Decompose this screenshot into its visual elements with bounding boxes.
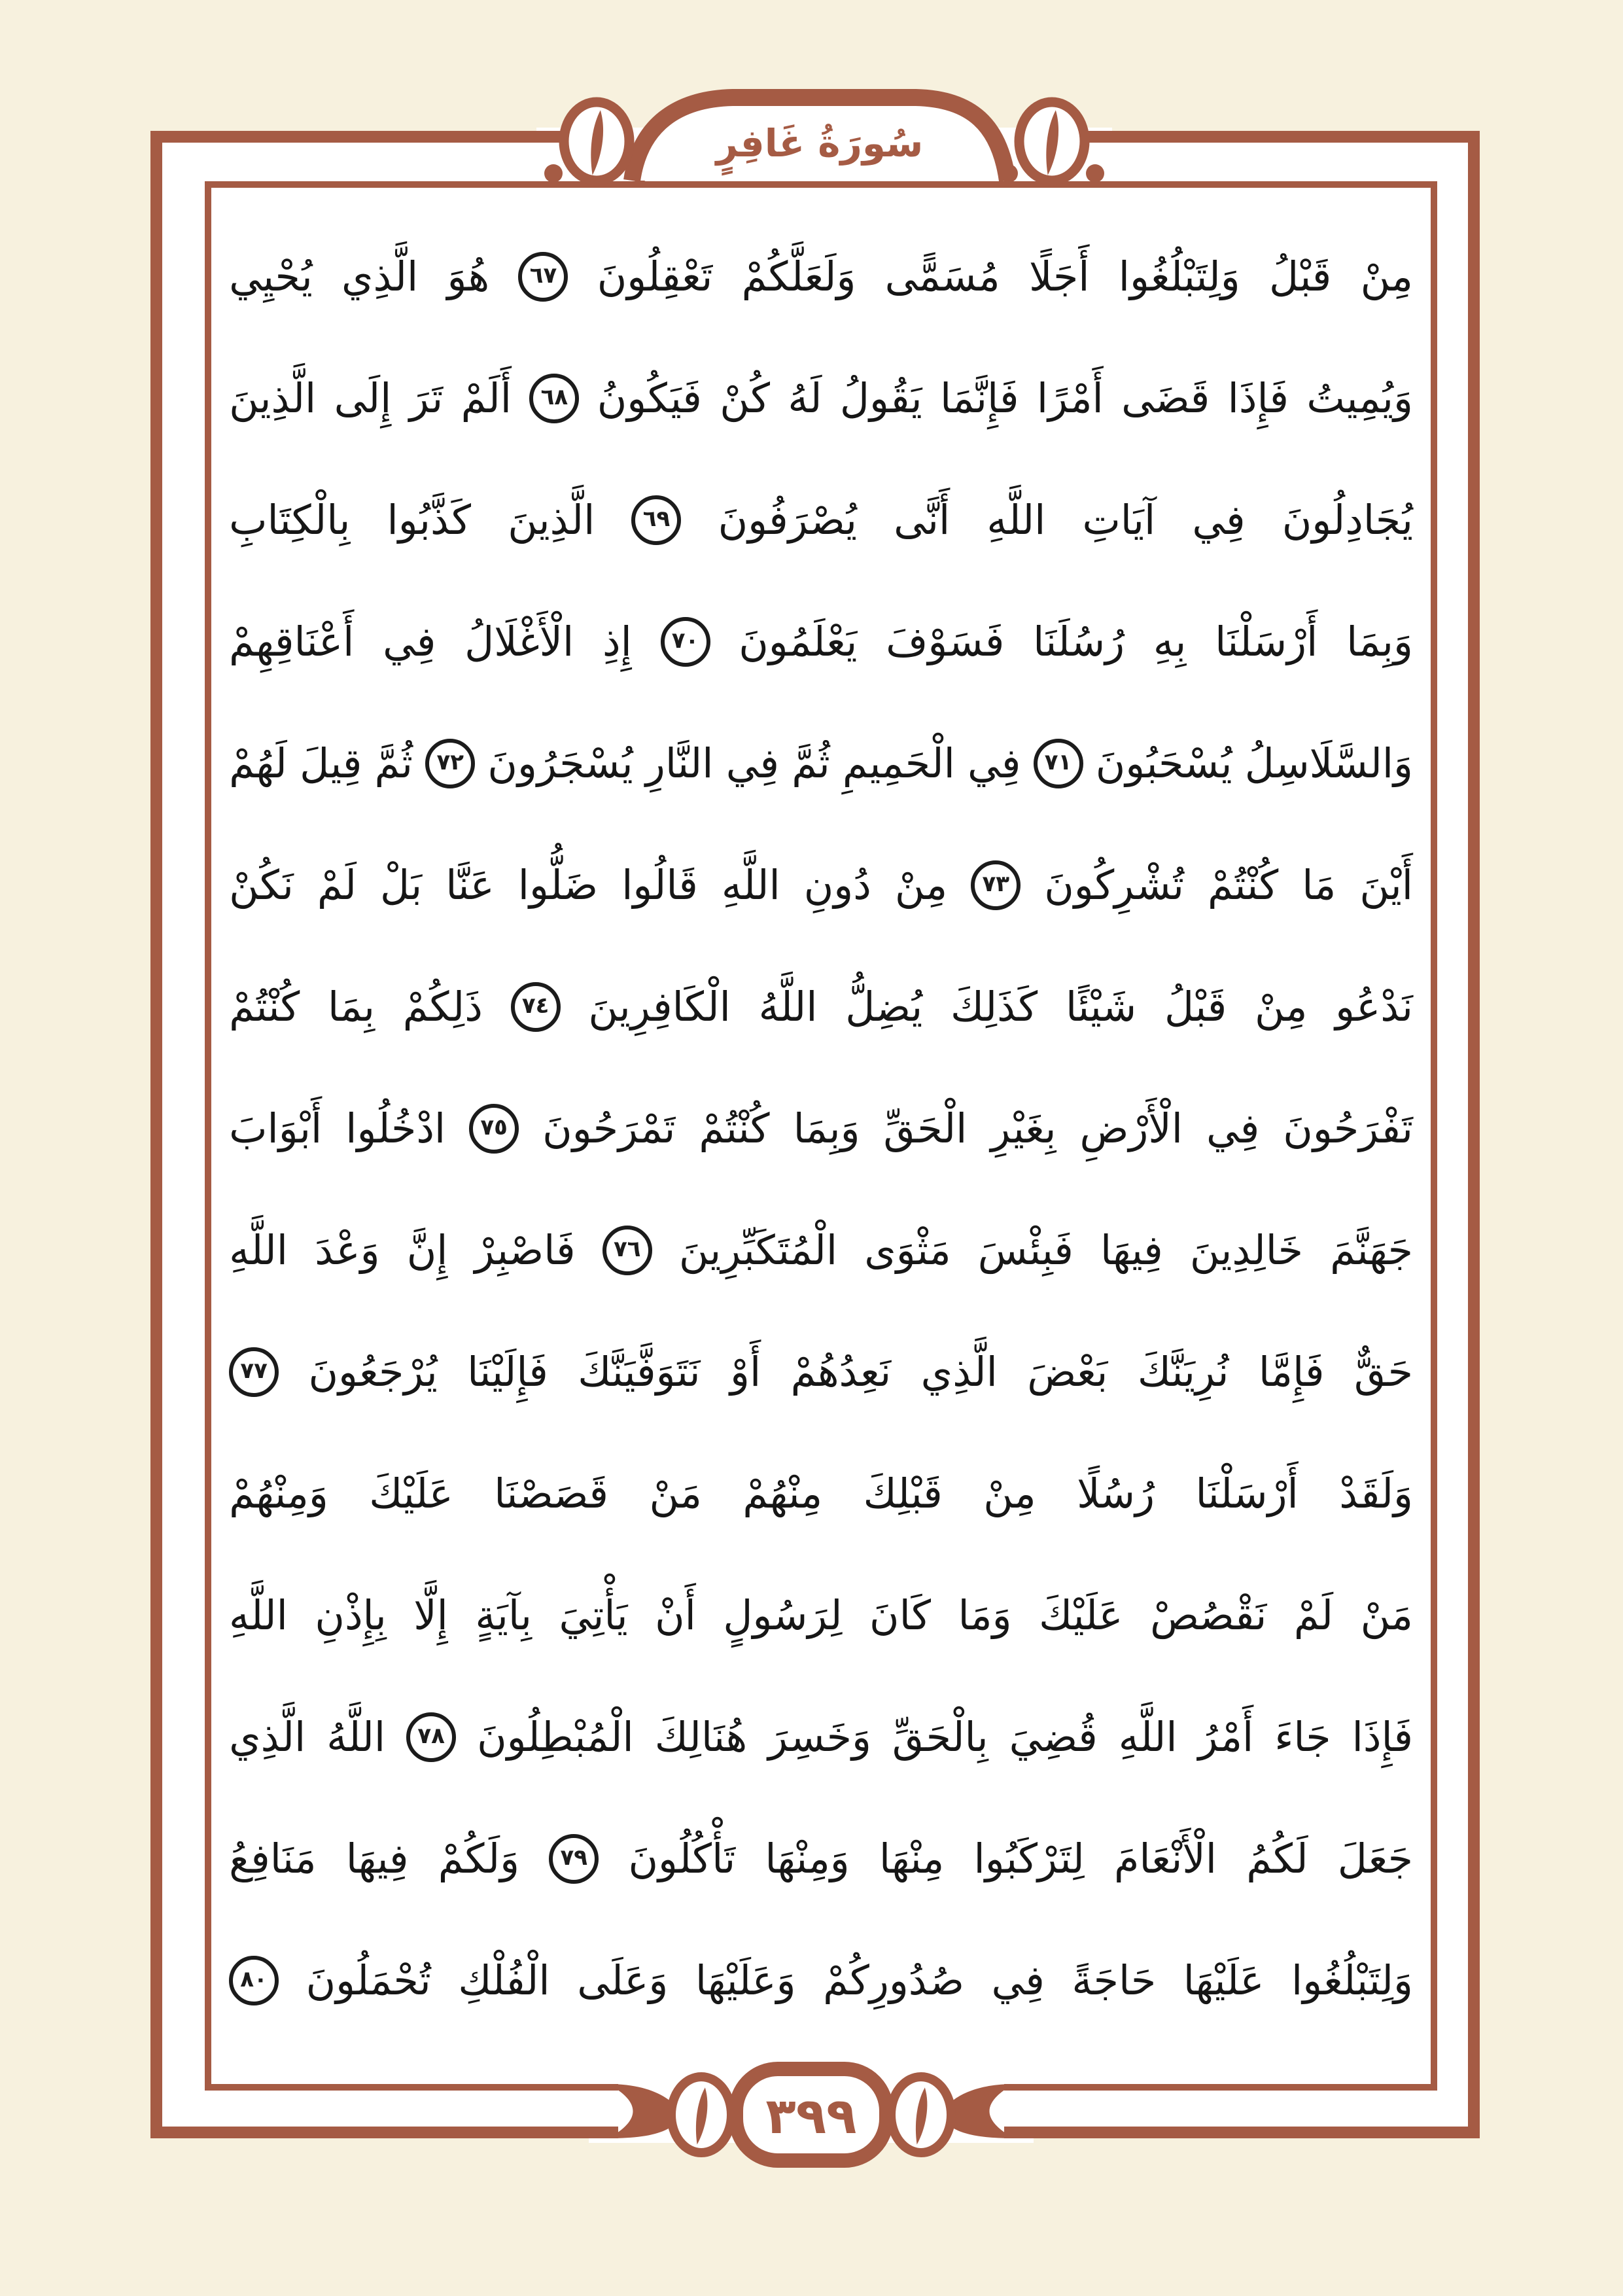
quran-word: اللَّهُ <box>326 1713 386 1761</box>
quran-word: مُسَمًّى <box>884 253 1000 300</box>
quran-text-block <box>229 216 1413 2041</box>
quran-word: حَقٌّ <box>1353 1348 1413 1396</box>
quran-line <box>229 581 1413 703</box>
ayah-number: ٧٩ <box>560 1845 588 1871</box>
quran-word: تَمْرَحُونَ <box>542 1104 676 1152</box>
quran-line <box>229 459 1413 581</box>
quran-word: اللَّهِ <box>229 1591 288 1639</box>
quran-word: فِيهَا <box>345 1835 409 1882</box>
page-number-ornament <box>589 2055 1034 2195</box>
ayah-number: ٧٣ <box>982 871 1009 897</box>
quran-word: مَا <box>1302 861 1336 909</box>
quran-word: عَلَيْكَ <box>369 1470 453 1517</box>
quran-word: الْأَرْضِ <box>1079 1104 1183 1152</box>
quran-word: نَدْعُو <box>1335 983 1413 1031</box>
quran-word: فَيَكُونُ <box>597 374 702 422</box>
quran-word: أَبْوَابَ <box>229 1104 323 1152</box>
ayah-end-circle <box>529 374 579 423</box>
quran-word: فِي <box>725 739 780 787</box>
quran-word: عَلَيْكَ <box>1039 1591 1123 1639</box>
ayah-end-circle <box>406 1712 456 1762</box>
ayah-end-circle <box>661 617 710 667</box>
ayah-number: ٨٠ <box>240 1966 268 1992</box>
quran-word: قَبْلِكَ <box>863 1470 943 1517</box>
quran-word: لَمْ <box>317 861 357 909</box>
quran-word: اللَّهِ <box>721 861 780 909</box>
ayah-end-circle <box>602 1226 652 1275</box>
quran-word: مَنَافِعُ <box>229 1835 317 1882</box>
quran-word: الْفُلْكِ <box>458 1956 550 2004</box>
surah-title: سُورَةُ غَافِرٍ <box>716 121 924 166</box>
surah-header-ornament <box>536 75 1112 193</box>
ayah-number: ٧٤ <box>521 993 550 1019</box>
ayah-end-circle <box>1034 739 1083 788</box>
quran-word: وَلِتَبْلُغُوا <box>1118 253 1240 300</box>
quran-word: وَبِمَا <box>793 1104 860 1152</box>
quran-word: عَنَّا <box>445 861 495 909</box>
quran-word: الْحَقِّ <box>883 1104 968 1152</box>
quran-word: يَقُولُ <box>839 374 922 422</box>
quran-word: صُدُورِكُمْ <box>823 1956 964 2004</box>
quran-word: يَأْتِيَ <box>559 1591 628 1639</box>
quran-word: تُشْرِكُونَ <box>1044 861 1185 909</box>
quran-word: وَيُمِيتُ <box>1306 374 1413 422</box>
quran-word: أَعْنَاقِهِمْ <box>229 618 355 665</box>
quran-word: أَرْسَلْنَا <box>1195 1470 1299 1517</box>
quran-word: فَسَوْفَ <box>886 618 1005 665</box>
header-bump-icon <box>544 164 563 183</box>
quran-word: أَجَلًا <box>1028 253 1090 300</box>
quran-word: ذَلِكُمْ <box>402 983 483 1031</box>
quran-word: بِهِ <box>1153 618 1187 665</box>
quran-word: ثُمَّ <box>792 739 830 787</box>
quran-word: إِلَّا <box>413 1591 448 1639</box>
quran-word: يُحْيِي <box>229 253 313 300</box>
quran-word: أَنَّى <box>894 496 951 544</box>
quran-word: الْأَغْلَالُ <box>464 618 574 665</box>
quran-word: وَمِنْهَا <box>765 1835 850 1882</box>
quran-word: مِنْ <box>894 861 948 909</box>
quran-word: الَّذِي <box>229 1713 306 1761</box>
ayah-end-circle <box>549 1834 599 1884</box>
quran-word: وَعَلَيْهَا <box>695 1956 796 2004</box>
ayah-number: ٧٠ <box>671 627 699 654</box>
quran-line <box>229 703 1413 824</box>
ayah-number: ٧٢ <box>436 749 464 775</box>
quran-word: قِيلَ <box>300 739 362 787</box>
quran-word: قُضِيَ <box>1009 1713 1098 1761</box>
quran-word: لَهُمْ <box>229 739 287 787</box>
quran-word: فِي <box>1206 1104 1260 1152</box>
quran-word: تَفْرَحُونَ <box>1283 1104 1413 1152</box>
quran-word: إِلَى <box>334 374 392 422</box>
quran-word: وَالسَّلَاسِلُ <box>1244 739 1413 787</box>
ayah-end-circle <box>518 252 568 302</box>
quran-word: تَعْقِلُونَ <box>597 253 713 300</box>
ayah-number: ٧٥ <box>480 1114 508 1140</box>
quran-word: لَهُ <box>788 374 822 422</box>
quran-word: مِنْ <box>983 1470 1036 1517</box>
ayah-end-circle <box>469 1104 519 1154</box>
quran-word: كَذَّبُوا <box>387 496 472 544</box>
quran-word: مِنْهَا <box>879 1835 945 1882</box>
quran-word: نُرِيَنَّكَ <box>1137 1348 1229 1396</box>
quran-word: مِنْ <box>1360 253 1413 300</box>
ayah-end-circle <box>229 1956 279 2005</box>
quran-line <box>229 1433 1413 1555</box>
quran-word: كَذَلِكَ <box>950 983 1038 1031</box>
quran-word: الْمُبْطِلُونَ <box>477 1713 634 1761</box>
quran-word: الْأَنْعَامَ <box>1113 1835 1217 1882</box>
ayah-number: ٧٨ <box>417 1723 445 1749</box>
quran-word: فَإِلَيْنَا <box>467 1348 548 1396</box>
quran-word: وَخَسِرَ <box>768 1713 871 1761</box>
quran-word: لَمْ <box>1293 1591 1334 1639</box>
quran-word: إِذِ <box>602 618 632 665</box>
quran-word: شَيْئًا <box>1065 983 1137 1031</box>
quran-word: حَاجَةً <box>1072 1956 1157 2004</box>
quran-word: هُنَالِكَ <box>654 1713 748 1761</box>
quran-line <box>229 338 1413 459</box>
ayah-number: ٧١ <box>1044 749 1072 775</box>
quran-word: بَلْ <box>379 861 423 909</box>
quran-word: تَأْكُلُونَ <box>628 1835 736 1882</box>
quran-line <box>229 216 1413 338</box>
quran-word: إِنَّ <box>406 1226 448 1274</box>
ayah-number: ٧٦ <box>613 1236 641 1262</box>
quran-line <box>229 824 1413 946</box>
quran-word: رُسُلًا <box>1077 1470 1155 1517</box>
quran-word: يُضِلُّ <box>845 983 923 1031</box>
quran-word: وَعْدَ <box>315 1226 380 1274</box>
quran-word: أَمْرًا <box>1036 374 1104 422</box>
ayah-end-circle <box>425 739 475 788</box>
quran-word: أَلَمْ <box>461 374 512 422</box>
quran-word: فِي <box>1192 496 1246 544</box>
quran-word: فِيهَا <box>1100 1226 1163 1274</box>
quran-word: بِمَا <box>328 983 375 1031</box>
quran-word: وَعَلَى <box>577 1956 669 2004</box>
quran-word: جَهَنَّمَ <box>1330 1226 1413 1274</box>
quran-word: كُنْ <box>720 374 771 422</box>
quran-word: يُسْجَرُونَ <box>487 739 633 787</box>
quran-word: يُجَادِلُونَ <box>1282 496 1413 544</box>
quran-word: الَّذِينَ <box>229 374 317 422</box>
quran-word: بِالْحَقِّ <box>892 1713 988 1761</box>
quran-word: تُحْمَلُونَ <box>305 1956 431 2004</box>
quran-word: اللَّهِ <box>986 496 1046 544</box>
quran-word: أَرْسَلْنَا <box>1215 618 1318 665</box>
quran-word: فَاصْبِرْ <box>474 1226 576 1274</box>
quran-word: نَتَوَفَّيَنَّكَ <box>578 1348 701 1396</box>
quran-word: وَمِنْهُمْ <box>229 1470 328 1517</box>
quran-line <box>229 946 1413 1068</box>
quran-word: رُسُلَنَا <box>1033 618 1125 665</box>
ayah-number: ٦٩ <box>642 506 671 532</box>
quran-word: نَكُنْ <box>229 861 294 909</box>
quran-word: بِآيَةٍ <box>475 1591 532 1639</box>
quran-word: وَلَكُمْ <box>438 1835 520 1882</box>
quran-word: وَمَا <box>958 1591 1012 1639</box>
quran-word: أَوْ <box>730 1348 761 1396</box>
quran-line <box>229 1798 1413 1920</box>
quran-word: مِنْهُمْ <box>742 1470 823 1517</box>
quran-word: الْكَافِرِينَ <box>588 983 731 1031</box>
quran-word: مِنْ <box>1255 983 1308 1031</box>
quran-word: فَإِذَا <box>1227 374 1289 422</box>
quran-word: الَّذِي <box>341 253 419 300</box>
quran-word: بِإِذْنِ <box>315 1591 387 1639</box>
quran-word: ثُمَّ <box>374 739 413 787</box>
quran-word: مَنْ <box>1360 1591 1413 1639</box>
quran-word: آيَاتِ <box>1082 496 1156 544</box>
quran-word: بِالْكِتَابِ <box>229 496 351 544</box>
quran-line <box>229 1676 1413 1798</box>
quran-word: خَالِدِينَ <box>1189 1226 1304 1274</box>
quran-word: لَكُمُ <box>1246 1835 1308 1882</box>
quran-word: قَصَصْنَا <box>494 1470 609 1517</box>
quran-word: لِتَرْكَبُوا <box>973 1835 1085 1882</box>
quran-word: الَّذِينَ <box>508 496 595 544</box>
quran-word: كَانَ <box>869 1591 931 1639</box>
ayah-number: ٦٧ <box>529 262 557 289</box>
quran-word: ضَلُّوا <box>517 861 599 909</box>
quran-word: فَإِمَّا <box>1258 1348 1325 1396</box>
quran-word: هُوَ <box>447 253 490 300</box>
quran-word: وَلَقَدْ <box>1339 1470 1413 1517</box>
quran-word: يُرْجَعُونَ <box>308 1348 438 1396</box>
quran-word: قَبْلُ <box>1269 253 1332 300</box>
quran-word: قَبْلُ <box>1164 983 1227 1031</box>
quran-word: اللَّهِ <box>229 1226 288 1274</box>
quran-word: الْمُتَكَبِّرِينَ <box>678 1226 838 1274</box>
quran-word: ادْخُلُوا <box>345 1104 446 1152</box>
ayah-end-circle <box>631 495 681 545</box>
quran-word: جَاءَ <box>1274 1713 1331 1761</box>
quran-word: يُصْرَفُونَ <box>718 496 857 544</box>
quran-word: أَمْرُ <box>1198 1713 1254 1761</box>
quran-word: فِي <box>968 739 1021 787</box>
quran-word: عَلَيْهَا <box>1183 1956 1265 2004</box>
quran-word: وَلَعَلَّكُمْ <box>741 253 856 300</box>
header-bump-icon <box>1086 164 1104 183</box>
quran-line <box>229 1920 1413 2041</box>
ayah-number: ٧٧ <box>240 1358 268 1384</box>
quran-word: بَعْضَ <box>1027 1348 1108 1396</box>
quran-word: كُنْتُمْ <box>699 1104 770 1152</box>
quran-word: قَالُوا <box>621 861 698 909</box>
quran-word: فَإِنَّمَا <box>939 374 1019 422</box>
quran-word: مَثْوَى <box>864 1226 951 1274</box>
quran-word: بِغَيْرِ <box>990 1104 1056 1152</box>
quran-word: مَنْ <box>649 1470 702 1517</box>
quran-word: فَإِذَا <box>1352 1713 1413 1761</box>
quran-word: أَيْنَ <box>1359 861 1413 909</box>
quran-word: كُنْتُمْ <box>229 983 300 1031</box>
quran-word: كُنْتُمْ <box>1208 861 1279 909</box>
quran-line <box>229 1555 1413 1676</box>
quran-word: أَنْ <box>655 1591 696 1639</box>
ayah-end-circle <box>229 1347 279 1397</box>
quran-word: جَعَلَ <box>1337 1835 1413 1882</box>
quran-word: فَبِئْسَ <box>977 1226 1073 1274</box>
quran-word: تَرَ <box>409 374 444 422</box>
quran-word: يُسْحَبُونَ <box>1095 739 1232 787</box>
quran-word: اللَّهِ <box>1118 1713 1178 1761</box>
quran-word: اللَّهُ <box>758 983 818 1031</box>
quran-word: النَّارِ <box>645 739 714 787</box>
quran-word: الْحَمِيمِ <box>842 739 955 787</box>
quran-word: الَّذِي <box>920 1348 998 1396</box>
ayah-number: ٦٨ <box>540 384 568 410</box>
quran-word: وَبِمَا <box>1346 618 1413 665</box>
quran-word: يَعْلَمُونَ <box>739 618 858 665</box>
quran-line <box>229 1068 1413 1190</box>
quran-word: نَقْصُصْ <box>1150 1591 1267 1639</box>
quran-line <box>229 1190 1413 1311</box>
quran-word: وَلِتَبْلُغُوا <box>1291 1956 1413 2004</box>
quran-line <box>229 1311 1413 1433</box>
quran-word: قَضَى <box>1121 374 1210 422</box>
ayah-end-circle <box>971 860 1021 910</box>
quran-word: فِي <box>383 618 436 665</box>
page-number: ٣٩٩ <box>765 2087 857 2145</box>
quran-word: نَعِدُهُمْ <box>790 1348 892 1396</box>
quran-word: دُونِ <box>803 861 871 909</box>
ayah-end-circle <box>511 982 561 1032</box>
quran-word: فِي <box>991 1956 1045 2004</box>
quran-word: لِرَسُولٍ <box>723 1591 843 1639</box>
